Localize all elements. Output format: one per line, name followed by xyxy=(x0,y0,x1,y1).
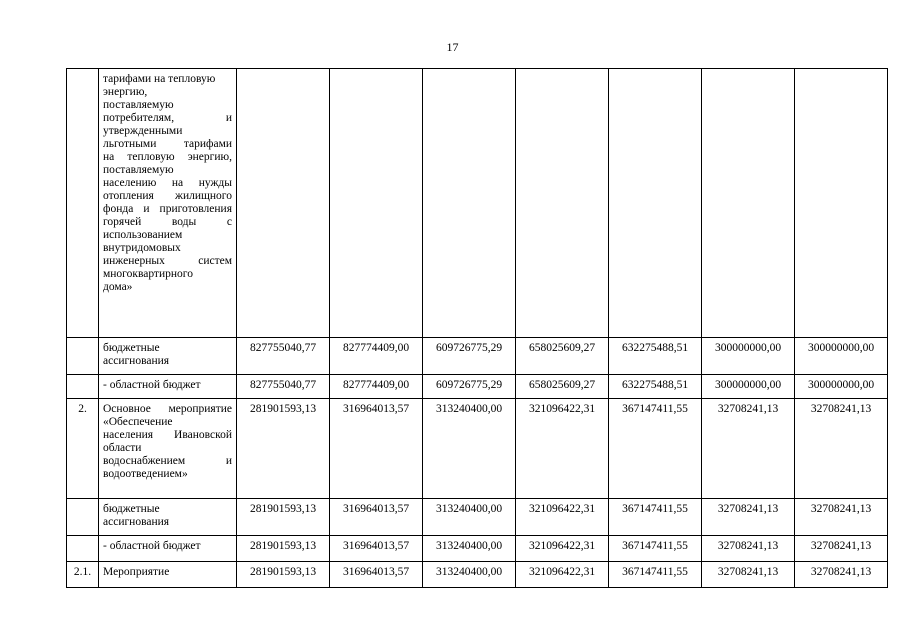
value-cell: 32708241,13 xyxy=(702,399,795,499)
text-line: населения Ивановской xyxy=(103,429,232,441)
value-cell: 321096422,31 xyxy=(516,562,609,588)
value-cell: 827755040,77 xyxy=(237,375,330,399)
index-cell xyxy=(67,536,99,562)
name-cell xyxy=(99,562,237,588)
text-line: фонда и приготовления xyxy=(103,203,232,215)
index-cell xyxy=(67,338,99,375)
value-cell: 32708241,13 xyxy=(795,562,888,588)
value-cell xyxy=(609,69,702,338)
value-cell: 32708241,13 xyxy=(795,399,888,499)
value-cell: 321096422,31 xyxy=(516,399,609,499)
value-cell: 321096422,31 xyxy=(516,499,609,536)
text-line: инженерных систем xyxy=(103,255,232,267)
index-cell xyxy=(67,375,99,399)
text-line: поставляемую xyxy=(103,99,174,111)
text-line: Мероприятие xyxy=(103,566,170,578)
value-cell: 32708241,13 xyxy=(702,562,795,588)
name-cell xyxy=(99,338,237,375)
text-line: области xyxy=(103,442,142,454)
value-cell: 658025609,27 xyxy=(516,375,609,399)
value-cell xyxy=(330,69,423,338)
text-line: населению на нужды xyxy=(103,177,232,189)
table-row xyxy=(67,399,888,499)
value-cell: 367147411,55 xyxy=(609,399,702,499)
value-cell xyxy=(237,69,330,338)
value-cell: 313240400,00 xyxy=(423,536,516,562)
text-line: льготными тарифами xyxy=(103,138,232,150)
index-cell: 2. xyxy=(67,399,99,499)
text-line: - областной бюджет xyxy=(103,540,201,552)
text-line: водоотведением» xyxy=(103,468,188,480)
text-line: утвержденными xyxy=(103,125,183,137)
table-row xyxy=(67,499,888,536)
value-cell: 300000000,00 xyxy=(702,338,795,375)
text-line: ассигнования xyxy=(103,355,170,367)
index-cell: 2.1. xyxy=(67,562,99,588)
text-line: бюджетные xyxy=(103,503,160,515)
text-line: «Обеспечение xyxy=(103,416,173,428)
value-cell: 281901593,13 xyxy=(237,499,330,536)
value-cell xyxy=(423,69,516,338)
value-cell xyxy=(795,69,888,338)
text-line: водоснабжением и xyxy=(103,455,232,467)
value-cell: 32708241,13 xyxy=(702,536,795,562)
value-cell: 632275488,51 xyxy=(609,375,702,399)
value-cell: 632275488,51 xyxy=(609,338,702,375)
value-cell: 32708241,13 xyxy=(795,499,888,536)
value-cell: 281901593,13 xyxy=(237,562,330,588)
value-cell: 300000000,00 xyxy=(795,375,888,399)
table-row xyxy=(67,536,888,562)
text-line: внутридомовых xyxy=(103,242,181,254)
text-line: - областной бюджет xyxy=(103,379,201,391)
text-line: Основное мероприятие xyxy=(103,403,232,415)
value-cell xyxy=(702,69,795,338)
value-cell: 300000000,00 xyxy=(795,338,888,375)
text-line: отопления жилищного xyxy=(103,190,232,202)
text-line: энергию, xyxy=(103,86,148,98)
value-cell: 281901593,13 xyxy=(237,399,330,499)
value-cell: 316964013,57 xyxy=(330,399,423,499)
value-cell: 609726775,29 xyxy=(423,338,516,375)
value-cell: 316964013,57 xyxy=(330,499,423,536)
value-cell: 827774409,00 xyxy=(330,375,423,399)
budget-table xyxy=(66,68,888,588)
text-line: тарифами на тепловую xyxy=(103,73,216,85)
value-cell: 316964013,57 xyxy=(330,536,423,562)
page-number: 17 xyxy=(446,40,459,54)
table-row xyxy=(67,69,888,338)
value-cell: 313240400,00 xyxy=(423,499,516,536)
name-cell xyxy=(99,499,237,536)
value-cell: 300000000,00 xyxy=(702,375,795,399)
value-cell: 658025609,27 xyxy=(516,338,609,375)
index-cell xyxy=(67,499,99,536)
value-cell: 281901593,13 xyxy=(237,536,330,562)
value-cell: 316964013,57 xyxy=(330,562,423,588)
value-cell xyxy=(516,69,609,338)
text-line: многоквартирного xyxy=(103,268,193,280)
text-line: на тепловую энергию, xyxy=(103,151,232,163)
value-cell: 32708241,13 xyxy=(795,536,888,562)
text-line: ассигнования xyxy=(103,516,170,528)
text-line: поставляемую xyxy=(103,164,174,176)
name-cell xyxy=(99,69,237,338)
text-line: горячей воды с xyxy=(103,216,232,228)
table-row xyxy=(67,562,888,588)
value-cell: 367147411,55 xyxy=(609,499,702,536)
value-cell: 827755040,77 xyxy=(237,338,330,375)
text-line: использованием xyxy=(103,229,183,241)
value-cell: 367147411,55 xyxy=(609,562,702,588)
value-cell: 321096422,31 xyxy=(516,536,609,562)
value-cell: 367147411,55 xyxy=(609,536,702,562)
value-cell: 32708241,13 xyxy=(702,499,795,536)
table-row xyxy=(67,338,888,375)
value-cell: 313240400,00 xyxy=(423,562,516,588)
text-line: дома» xyxy=(103,281,133,293)
index-cell xyxy=(67,69,99,338)
value-cell: 827774409,00 xyxy=(330,338,423,375)
table-row xyxy=(67,375,888,399)
text-line: потребителям, и xyxy=(103,112,232,124)
value-cell: 313240400,00 xyxy=(423,399,516,499)
text-line: бюджетные xyxy=(103,342,160,354)
name-cell xyxy=(99,536,237,562)
name-cell xyxy=(99,375,237,399)
name-cell xyxy=(99,399,237,499)
value-cell: 609726775,29 xyxy=(423,375,516,399)
